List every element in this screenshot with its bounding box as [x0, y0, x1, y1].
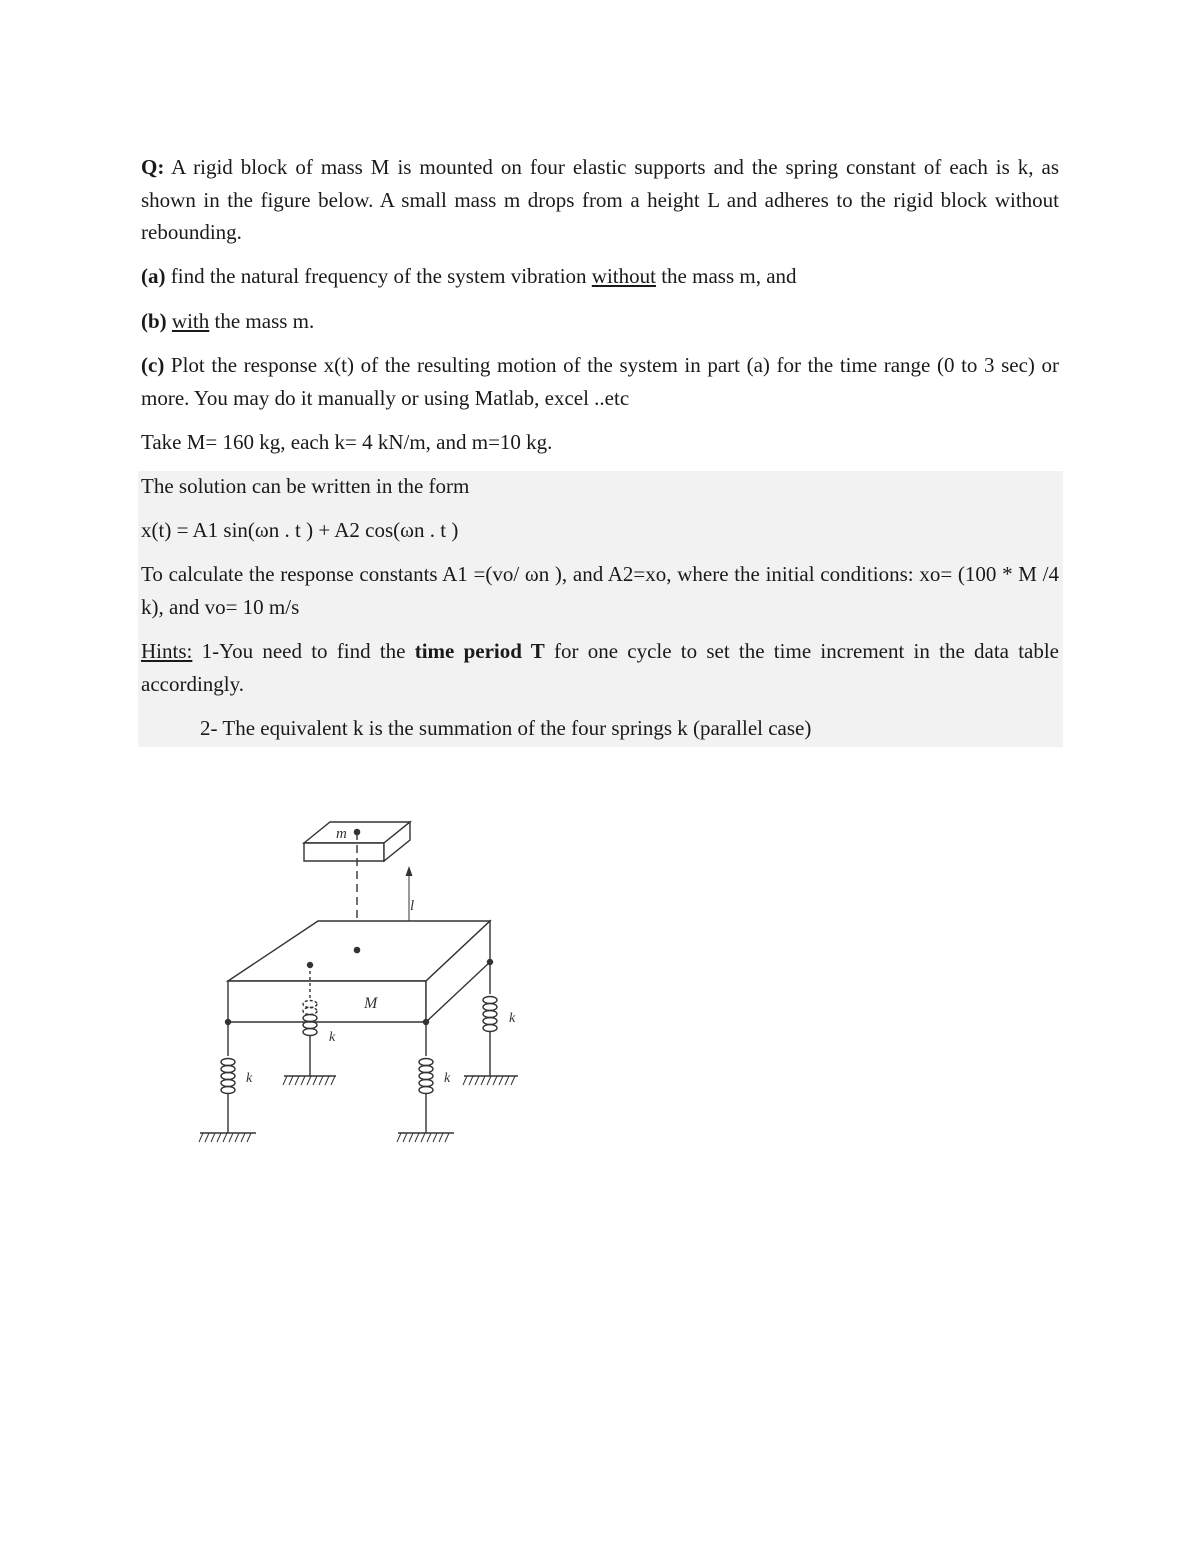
- height-label: l: [410, 898, 415, 914]
- small-mass-label: m: [336, 826, 347, 842]
- hint-1-bold: time period T: [414, 639, 545, 663]
- spring-front-left-label: k: [246, 1071, 253, 1086]
- spring-back-right-label: k: [509, 1011, 516, 1026]
- height-arrow-up-icon: [406, 866, 413, 876]
- hint-2-paragraph: 2- The equivalent k is the summation of the four springs k (parallel case): [200, 716, 812, 740]
- spring-mass-figure: [190, 810, 530, 1150]
- large-mass-block: [228, 921, 490, 1022]
- constants-paragraph: To calculate the response constants A1 =(vo/ ωn ), and A2=xo, where the initial conditions: xo= (100 * M /4 k), and vo= 10 m/s: [141, 562, 1059, 619]
- hint-1-paragraph: [141, 635, 1059, 700]
- part-b-text: the mass m.: [209, 309, 315, 333]
- part-a-underlined: without: [591, 264, 656, 288]
- solution-equation: x(t) = A1 sin(ωn . t ) + A2 cos(ωn . t ): [141, 518, 459, 542]
- hint-1-text: 1-You need to find the: [192, 639, 415, 663]
- small-mass-block: [304, 822, 410, 861]
- part-a-paragraph: [141, 260, 1059, 293]
- given-values: Take M= 160 kg, each k= 4 kN/m, and m=10 kg.: [141, 430, 553, 454]
- part-b-paragraph: [141, 305, 1059, 338]
- part-b-underlined: with: [171, 309, 210, 333]
- impact-point-dot: [354, 947, 359, 952]
- solution-intro: The solution can be written in the form: [141, 474, 470, 498]
- part-a-text: find the natural frequency of the system vibration: [165, 264, 592, 288]
- part-c-text: Plot the response x(t) of the resulting motion of the system in part (a) for the time range (0 to 3 sec) or more. You may do it manually or using Matlab, excel ..etc: [141, 353, 1059, 410]
- question-paragraph: [141, 151, 1059, 249]
- block-mass-label: M: [364, 995, 378, 1012]
- part-a-text-end: the mass m, and: [655, 264, 797, 288]
- part-b-label: (b): [141, 309, 167, 333]
- question-text: A rigid block of mass M is mounted on four elastic supports and the spring constant of each is k, as shown in the figure below. A small mass m drops from a height L and adheres to the rigid block without rebounding.: [141, 155, 1059, 244]
- spring-back-left-label: k: [329, 1030, 336, 1045]
- part-a-label: (a): [141, 264, 166, 288]
- part-c-label: (c): [141, 353, 165, 377]
- hint-1-text-end: for one cycle to set the time increment in the data table accordingly.: [141, 639, 1060, 696]
- hints-label: Hints:: [141, 639, 193, 663]
- spring-front-right-label: k: [444, 1071, 451, 1086]
- question-label: Q:: [141, 155, 165, 179]
- part-c-paragraph: [141, 349, 1059, 414]
